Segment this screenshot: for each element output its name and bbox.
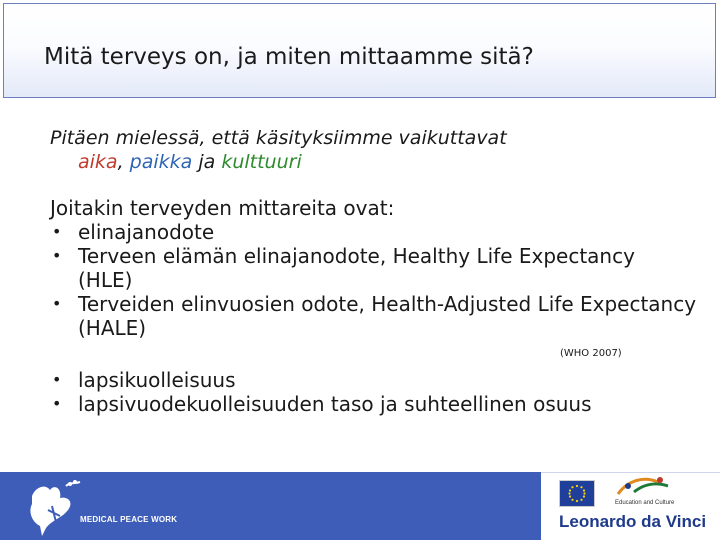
measure-item: • lapsivuodekuolleisuuden taso ja suhteellinen osuus xyxy=(50,392,638,416)
slide-title: Mitä terveys on, ja miten mittaamme sitä? xyxy=(44,44,534,70)
measure-item: • lapsikuolleisuus xyxy=(50,368,638,392)
intro-line-2 xyxy=(50,150,507,174)
medical-peace-work-label: MEDICAL PEACE WORK xyxy=(80,515,178,524)
measures-heading: Joitakin terveyden mittareita ovat: xyxy=(50,196,395,220)
word-aika: aika xyxy=(78,151,118,173)
intro-sep-2: ja xyxy=(192,151,222,173)
education-culture-logo-icon xyxy=(614,474,674,500)
measure-item: • elinajanodote xyxy=(50,220,698,244)
dove-logo-icon xyxy=(22,476,82,538)
intro-text xyxy=(50,126,507,174)
measure-item: • Terveen elämän elinajanodote, Healthy Life Expectancy (HLE) xyxy=(50,244,648,292)
intro-line-1: Pitäen mielessä, että käsityksiimme vaikuttavat xyxy=(50,127,507,149)
source-note: (WHO 2007) xyxy=(560,348,622,359)
measures-block xyxy=(50,196,698,340)
measure-item: • Terveiden elinvuosien odote, Health-Adjusted Life Expectancy (HALE) xyxy=(50,292,698,340)
measures-more-block xyxy=(50,368,638,416)
measures-list xyxy=(50,220,698,340)
word-paikka: paikka xyxy=(129,151,193,173)
intro-sep-1: , xyxy=(117,151,130,173)
education-culture-label: Education and Culture xyxy=(615,500,675,506)
eu-flag-icon xyxy=(559,480,595,507)
word-kulttuuri: kulttuuri xyxy=(221,151,302,173)
leonardo-da-vinci-label: Leonardo da Vinci xyxy=(559,512,707,531)
measures-more-list xyxy=(50,368,638,416)
